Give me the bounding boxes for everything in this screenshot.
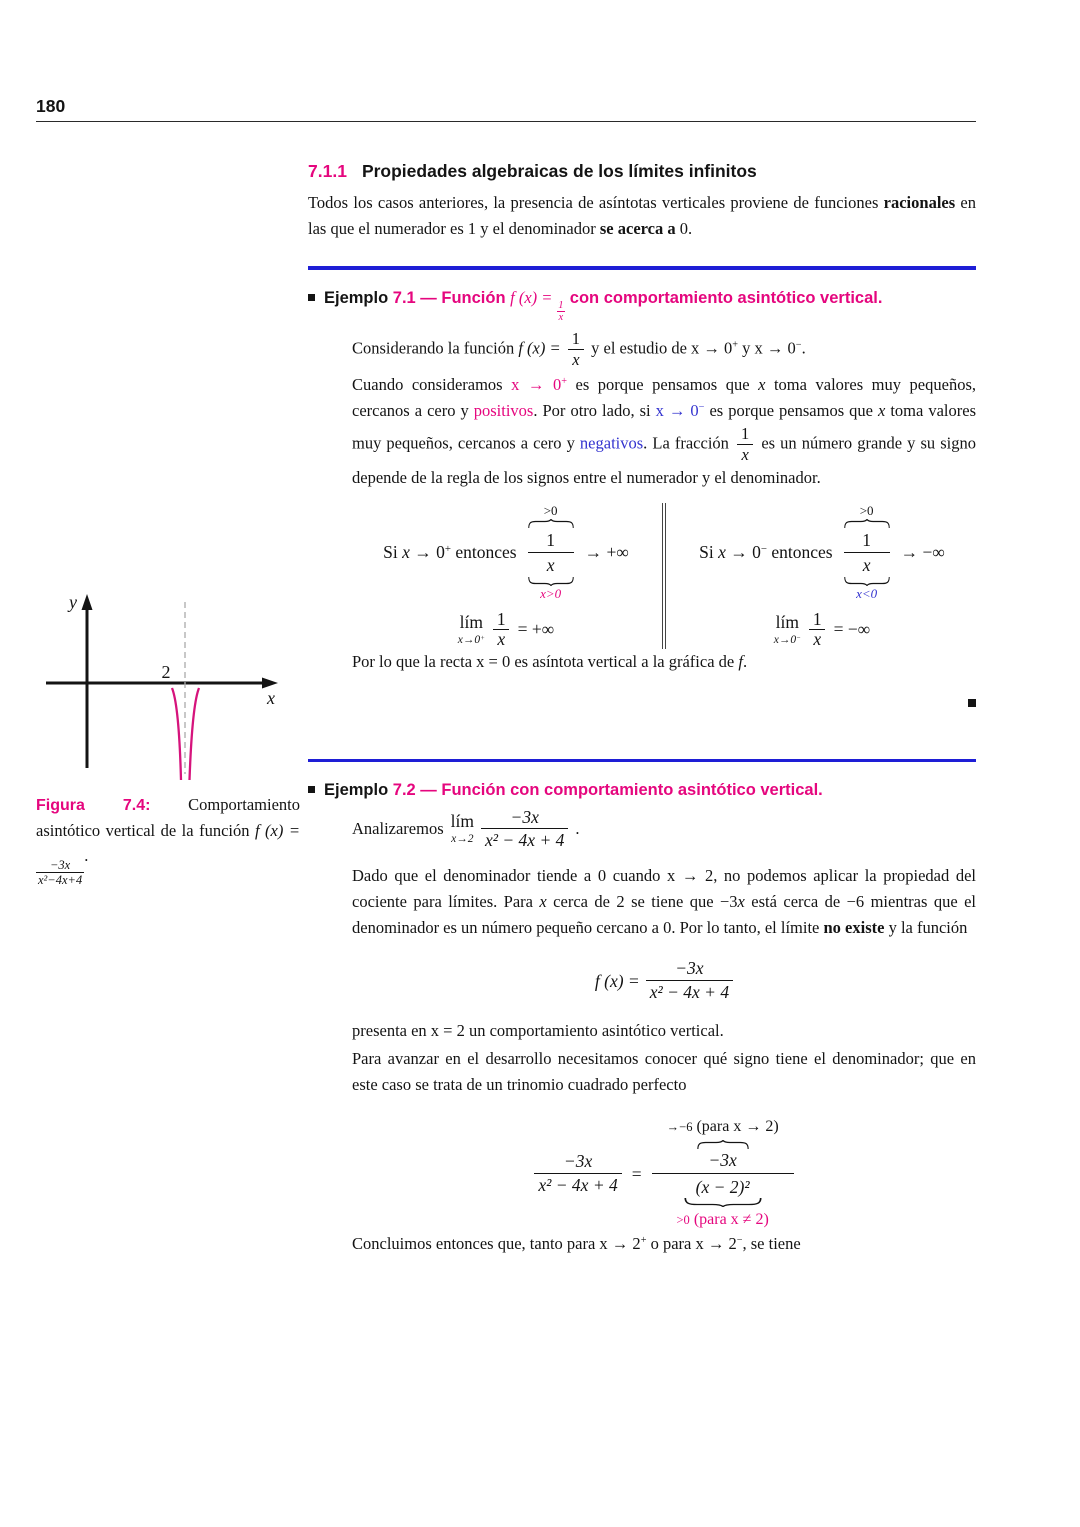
example-7-1-heading: Ejemplo 7.1 — Función f (x) = $\frac{1}{x}$ con comportamiento asintótico vertical.	[308, 286, 976, 323]
x-axis-label: x	[267, 688, 275, 708]
overbrace-icon	[697, 1140, 749, 1149]
y-axis-label: y	[69, 592, 77, 612]
fraction: $\frac{-3x}{\text{x² − 4x + 4}}$	[646, 957, 733, 1004]
example-number: 7.2 —	[392, 781, 442, 800]
caption-function: f (x) =	[254, 821, 301, 840]
fraction: −3x x² − 4x + 4	[481, 806, 568, 851]
heading-inline-fraction: $\frac{1}{x}$	[558, 299, 564, 323]
figure-caption-text: Comportamiento asintótico vertical de la función	[36, 795, 300, 840]
underbrace-icon	[684, 1198, 762, 1207]
example-paragraph: Dado que el denominador tiende a 0 cuando x → 2, no podemos aplicar la propiedad del cociente para límites. Para x cerca de 2 se tiene que −3x está cerca de −6 mientras que el denominador es un número pequeño cercano a 0. Por lo tanto, el límite no existe y la función	[352, 866, 976, 938]
limit-display	[352, 503, 976, 649]
section-heading	[308, 160, 976, 182]
tick-label-2: 2	[161, 662, 171, 682]
figure-7-4	[36, 592, 300, 887]
column-separator	[662, 503, 666, 649]
figure-caption-label: Figura 7.4:	[36, 797, 151, 814]
example-7-1-body	[352, 329, 976, 675]
figure-caption: Figura 7.4: Comportamiento asintótico vertical de la función f (x) = $\frac{-3x}{\text{x²−4x+4}}$ .	[36, 795, 301, 887]
underbrace-icon	[844, 577, 890, 586]
example-bullet-icon	[308, 294, 315, 301]
example-paragraph: Cuando consideramos x → 0+ es porque pensamos que x toma valores muy pequeños, cercanos a cero y positivos. Por otro lado, si x → 0− es porque pensamos que x toma valores muy pequeños, cercanos a cero y negativos. La fracción $\frac{1}{x}$ es un número grande y su signo depende de la regla de los signos entre el numerador y el denominador.	[352, 374, 977, 487]
overbrace-icon	[844, 519, 890, 528]
example-7-2-body	[352, 806, 976, 1257]
end-of-example-marker	[968, 699, 976, 707]
example-paragraph: Considerando la función f (x) = $\frac{1}{x}$ y el estudio de x → 0+ y x → 0−.	[352, 328, 806, 369]
section-title: Propiedades algebraicas de los límites infinitos	[361, 161, 757, 181]
fraction: $\frac{1}{x}$	[809, 610, 826, 649]
example-number: 7.1 —	[392, 288, 442, 307]
example-paragraph: Para avanzar en el desarrollo necesitamos conocer qué signo tiene el denominador; que en este caso se trata de un trinomio cuadrado perfecto	[352, 1049, 976, 1095]
x-axis-arrow-icon	[262, 678, 278, 689]
annotated-fraction: >0 1 x x>0	[528, 503, 574, 602]
example-conclusion: Concluimos entonces que, tanto para x → 2+ o para x → 2−, se tiene	[352, 1234, 801, 1254]
main-column	[308, 0, 976, 1257]
limit-display-left: Si x → 0+ entonces >0 1 x x>0 → +∞ lím x→0+ $\frac{1}{x}$ = +∞	[383, 502, 629, 649]
section-number: 7.1.1	[308, 161, 347, 181]
factored-display: $\frac{-3x}{\text{x² − 4x + 4}}$ = →−6 (para x → 2) −3x (x − 2)² >0 (para x ≠ 2)	[352, 1116, 976, 1231]
limit-operator: lím x→0−	[773, 611, 801, 646]
example-top-rule	[308, 759, 976, 763]
function-display: f (x) = $\frac{-3x}{\text{x² − 4x + 4}}$	[352, 957, 976, 1004]
limit-operator: lím x→0+	[457, 611, 485, 646]
asymptote-graph	[40, 592, 280, 788]
annotated-fraction: >0 1 x x<0	[844, 503, 890, 602]
function-curve-right-branch	[190, 688, 200, 780]
analiz-line: Analizaremos lím x→2 −3x x² − 4x + 4 .	[352, 807, 580, 851]
annotated-big-fraction: →−6 (para x → 2) −3x (x − 2)² >0 (para x ≠ 2)	[652, 1116, 794, 1231]
limit-display-right: Si x → 0− entonces >0 1 x x<0 → −∞ lím x→0− $\frac{1}{x}$ = −∞	[699, 502, 945, 649]
fraction: $\frac{-3x}{\text{x² − 4x + 4}}$	[534, 1150, 621, 1197]
function-curve-left-branch	[172, 688, 181, 780]
underbrace-icon	[528, 577, 574, 586]
heading-function-math: f (x) =	[510, 287, 557, 307]
example-conclusion: Por lo que la recta x = 0 es asíntota vertical a la gráfica de f.	[352, 651, 748, 671]
inline-fraction: $\frac{1}{x}$	[737, 424, 753, 465]
fraction: $\frac{1}{x}$	[493, 610, 510, 649]
y-axis-arrow-icon	[82, 594, 93, 610]
limit-operator: lím x→2	[450, 811, 474, 846]
example-7-2-heading: Ejemplo 7.2 — Función con comportamiento asintótico vertical.	[308, 778, 976, 802]
overbrace-icon	[528, 519, 574, 528]
caption-fraction: $\frac{-3x}{\text{x²−4x+4}}$	[38, 858, 83, 887]
page-number: 180	[36, 96, 66, 116]
example-paragraph: presenta en x = 2 un comportamiento asintótico vertical.	[352, 1021, 724, 1041]
end-of-example-row	[308, 689, 976, 715]
example-top-rule	[308, 266, 976, 270]
intro-paragraph: Todos los casos anteriores, la presencia de asíntotas verticales proviene de funciones racionales en las que el numerador es 1 y el denominador se acerca a 0.	[308, 193, 976, 238]
inline-fraction: $\frac{1}{x}$	[568, 329, 584, 370]
example-bullet-icon	[308, 786, 315, 793]
